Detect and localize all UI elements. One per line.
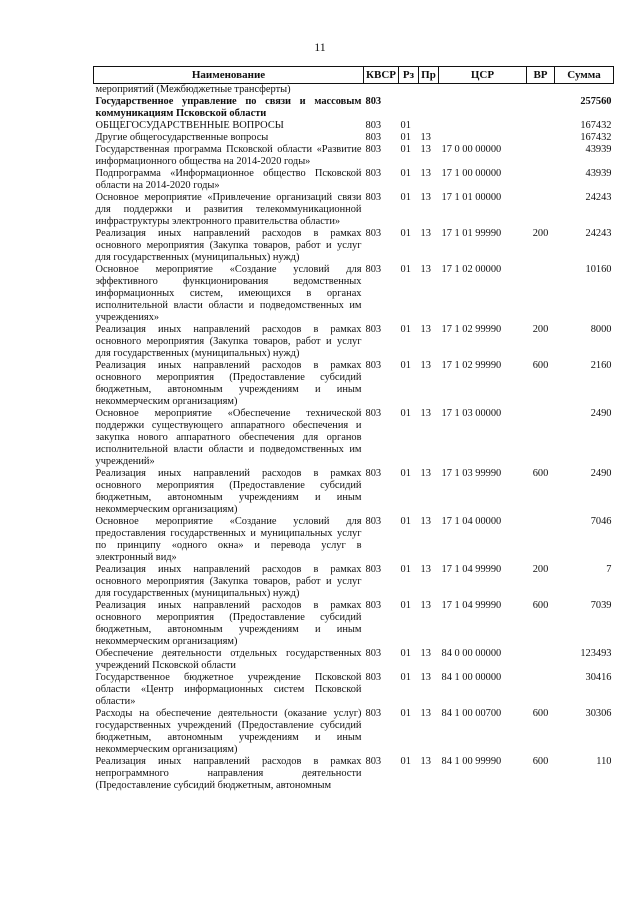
table-row [94,360,614,408]
cell-kvsr: 803 [365,756,382,767]
header-vr: ВР [527,67,555,84]
cell-kvsr: 803 [365,408,382,419]
cell-sum: 30416 [585,672,612,683]
cell-pr: 13 [420,264,431,275]
cell-kvsr: 803 [365,600,382,611]
cell-sum: 43939 [585,144,612,155]
cell-vr: 600 [532,708,549,719]
cell-name: Реализация иных направлений расходов в рамках основного мероприятия (Закупка товаров, работ и услуг для государственных (муниципальных) нужд) [95,564,362,599]
table-row [94,672,614,708]
header-name: Наименование [94,67,364,84]
cell-sum: 24243 [585,228,612,239]
cell-pr: 13 [420,756,431,767]
cell-kvsr: 803 [365,648,382,659]
cell-vr [527,192,555,228]
cell-csr: 17 1 04 00000 [441,516,502,527]
cell-name: Другие общегосударственные вопросы [95,132,269,143]
cell-sum [555,84,614,97]
cell-pr [419,120,439,132]
table-row [94,564,614,600]
cell-csr: 84 1 00 00000 [441,672,502,683]
cell-kvsr: 803 [365,360,382,371]
cell-csr [439,120,527,132]
cell-rz: 01 [400,228,411,239]
cell-csr: 17 1 00 00000 [441,168,502,179]
cell-vr: 600 [532,756,549,767]
table-header-row [94,67,614,84]
cell-vr: 200 [532,564,549,575]
cell-sum: 10160 [585,264,612,275]
cell-vr: 200 [532,228,549,239]
cell-pr: 13 [420,468,431,479]
cell-sum: 30306 [585,708,612,719]
cell-pr: 13 [420,516,431,527]
cell-kvsr: 803 [365,120,382,131]
cell-vr [527,168,555,192]
cell-pr [419,84,439,97]
cell-csr: 17 1 02 00000 [441,264,502,275]
table-row [94,708,614,756]
cell-name: Реализация иных направлений расходов в рамках основного мероприятия (Предоставление субсидий бюджетным, автономным учреждениям и иным некоммерческим организациям) [95,360,362,407]
cell-name: Реализация иных направлений расходов в рамках основного мероприятия (Закупка товаров, работ и услуг для государственных (муниципальных) нужд) [95,324,362,359]
cell-kvsr [364,84,399,97]
cell-kvsr: 803 [365,132,382,143]
cell-name: Основное мероприятие «Создание условий для предоставления государственных и муниципальных услуг по принципу «одного окна» и перевода услуг в электронный вид» [95,516,362,563]
cell-kvsr: 803 [365,324,382,335]
cell-vr [527,144,555,168]
cell-csr: 17 1 01 00000 [441,192,502,203]
cell-vr [527,132,555,144]
cell-rz: 01 [400,648,411,659]
cell-kvsr: 803 [365,564,382,575]
table-row [94,84,614,97]
cell-vr [527,120,555,132]
cell-name: Основное мероприятие «Привлечение организаций связи для поддержки и развития телекоммуникационной инфраструктуры электронного правительства области» [95,192,362,227]
cell-pr: 13 [420,324,431,335]
cell-pr: 13 [420,408,431,419]
table-row [94,468,614,516]
cell-rz: 01 [400,168,411,179]
cell-sum: 7039 [590,600,612,611]
cell-rz [399,84,419,97]
cell-pr: 13 [420,360,431,371]
cell-rz: 01 [400,132,411,143]
cell-kvsr: 803 [365,192,382,203]
cell-rz: 01 [400,408,411,419]
cell-name: Реализация иных направлений расходов в рамках основного мероприятия (Предоставление субсидий бюджетным, автономным учреждениям и иным некоммерческим организациям) [95,600,362,647]
cell-vr: 200 [532,324,549,335]
table-row [94,264,614,324]
cell-rz: 01 [400,708,411,719]
cell-name: Основное мероприятие «Обеспечение технической поддержки существующего аппаратного обеспечения и закупка нового аппаратного обеспечения для органов исполнительной власти области и подведомственных им учреждений» [95,408,362,467]
cell-kvsr: 803 [365,264,382,275]
page-number: 11 [314,40,326,54]
cell-vr [527,648,555,672]
cell-name: Расходы на обеспечение деятельности (оказание услуг) государственных учреждений (Предоставление субсидий бюджетным, автономным учреждениям и иным некоммерческим организациям) [95,708,362,755]
cell-name: Подпрограмма «Информационное общество Псковской области на 2014-2020 годы» [95,168,362,191]
cell-name: Государственная программа Псковской области «Развитие информационного общества на 2014-2020 годы» [95,144,362,167]
cell-rz [399,96,419,120]
cell-rz: 01 [400,516,411,527]
cell-vr: 600 [532,468,549,479]
cell-csr: 17 1 04 99990 [441,564,502,575]
table-row [94,228,614,264]
cell-vr [527,672,555,708]
cell-vr: 600 [532,600,549,611]
cell-csr: 17 0 00 00000 [441,144,502,155]
cell-name: Основное мероприятие «Создание условий для эффективного функционирования ведомственных информационных систем, имеющихся в органах исполнительной власти области и подведомственных им учреждениях» [95,264,362,323]
cell-csr: 17 1 03 00000 [441,408,502,419]
cell-vr [527,264,555,324]
cell-sum: 257560 [580,96,612,107]
cell-sum: 7046 [590,516,612,527]
header-kvsr: КВСР [364,67,399,84]
cell-pr: 13 [420,564,431,575]
cell-sum: 2160 [590,360,612,371]
cell-rz: 01 [400,324,411,335]
table-row [94,648,614,672]
cell-pr [419,96,439,120]
cell-name: Реализация иных направлений расходов в рамках непрограммного направления деятельности (Предоставление субсидий бюджетным, автономным [95,756,362,791]
cell-sum: 8000 [590,324,612,335]
table-row [94,144,614,168]
table-row [94,324,614,360]
cell-rz: 01 [400,468,411,479]
table-row [94,756,614,792]
cell-name: Государственное управление по связи и массовым коммуникациям Псковской области [95,96,362,119]
cell-vr [527,84,555,97]
cell-name: ОБЩЕГОСУДАРСТВЕННЫЕ ВОПРОСЫ [95,120,284,131]
cell-vr [527,96,555,120]
cell-kvsr: 803 [365,468,382,479]
cell-sum: 2490 [590,408,612,419]
cell-rz: 01 [400,120,411,131]
cell-pr: 13 [420,648,431,659]
cell-rz: 01 [400,600,411,611]
cell-rz: 01 [400,192,411,203]
cell-vr [527,408,555,468]
cell-sum: 7 [606,564,612,575]
cell-name: Реализация иных направлений расходов в рамках основного мероприятия (Предоставление субсидий бюджетным, автономным учреждениям и иным некоммерческим организациям) [95,468,362,515]
table-row [94,600,614,648]
cell-kvsr: 803 [365,672,382,683]
table-row [94,516,614,564]
cell-name: Реализация иных направлений расходов в рамках основного мероприятия (Закупка товаров, работ и услуг для государственных (муниципальных) нужд) [95,228,362,263]
cell-csr: 84 1 00 99990 [441,756,502,767]
cell-csr: 17 1 03 99990 [441,468,502,479]
cell-rz: 01 [400,756,411,767]
cell-pr: 13 [420,600,431,611]
cell-kvsr: 803 [365,516,382,527]
cell-pr: 13 [420,672,431,683]
cell-rz: 01 [400,564,411,575]
cell-pr: 13 [420,192,431,203]
cell-vr [527,516,555,564]
cell-pr: 13 [420,708,431,719]
table-row [94,132,614,144]
table-row [94,408,614,468]
cell-csr: 84 0 00 00000 [441,648,502,659]
cell-csr: 17 1 01 99990 [441,228,502,239]
table-row [94,96,614,120]
table-row [94,192,614,228]
cell-csr: 17 1 04 99990 [441,600,502,611]
cell-kvsr: 803 [365,228,382,239]
cell-kvsr: 803 [365,708,382,719]
header-csr: ЦСР [439,67,527,84]
cell-sum: 43939 [585,168,612,179]
header-pr: Пр [419,67,439,84]
cell-csr: 84 1 00 00700 [441,708,502,719]
cell-vr: 600 [532,360,549,371]
cell-rz: 01 [400,144,411,155]
cell-name: Обеспечение деятельности отдельных государственных учреждений Псковской области [95,648,362,671]
cell-name: Государственное бюджетное учреждение Псковской области «Центр информационных систем Псковской области» [95,672,362,707]
cell-csr [439,132,527,144]
cell-sum: 123493 [580,648,612,659]
header-sum: Сумма [555,67,614,84]
cell-sum: 2490 [590,468,612,479]
cell-csr: 17 1 02 99990 [441,360,502,371]
cell-rz: 01 [400,264,411,275]
cell-name: мероприятий (Межбюджетные трансферты) [95,84,291,95]
cell-pr: 13 [420,144,431,155]
cell-csr [439,84,527,97]
cell-sum: 110 [596,756,612,767]
cell-sum: 167432 [580,132,612,143]
cell-pr: 13 [420,132,431,143]
table-row [94,168,614,192]
cell-rz: 01 [400,360,411,371]
cell-pr: 13 [420,168,431,179]
cell-rz: 01 [400,672,411,683]
table-row [94,120,614,132]
cell-kvsr: 803 [365,96,382,107]
cell-kvsr: 803 [365,168,382,179]
budget-table [93,66,614,792]
cell-kvsr: 803 [365,144,382,155]
cell-csr: 17 1 02 99990 [441,324,502,335]
cell-csr [439,96,527,120]
cell-sum: 167432 [580,120,612,131]
cell-pr: 13 [420,228,431,239]
cell-sum: 24243 [585,192,612,203]
header-rz: Рз [399,67,419,84]
